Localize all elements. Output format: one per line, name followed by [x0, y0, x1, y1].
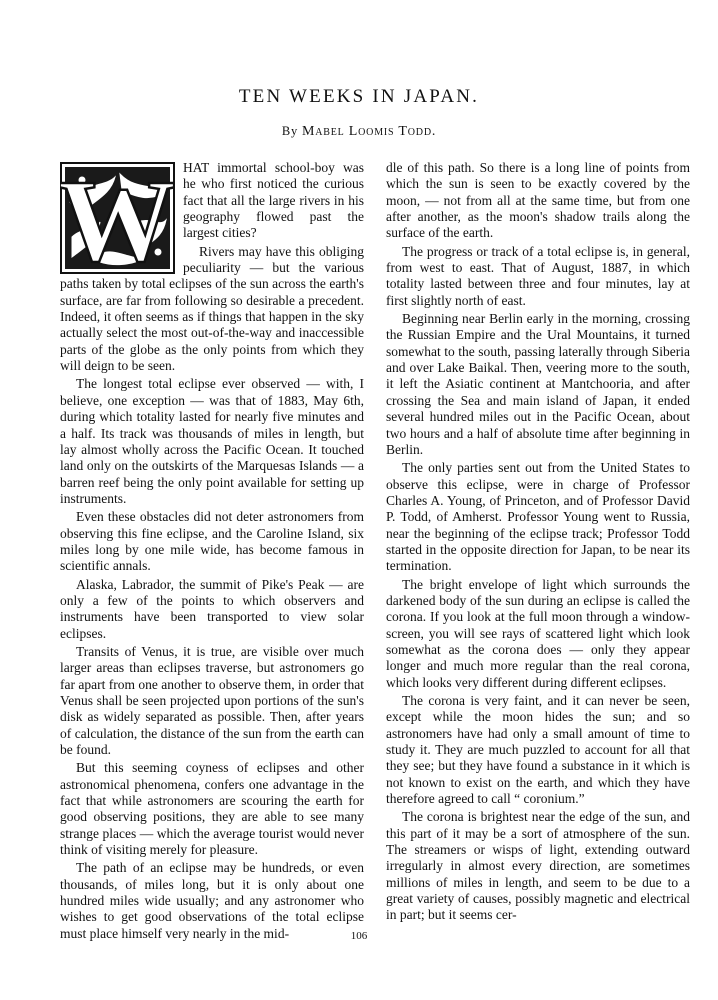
- byline: [0, 124, 718, 140]
- paragraph: HAT immortal school-boy was he who first noticed the curious fact that all the large rivers in his geography flowed past the largest cities?: [183, 160, 364, 241]
- text-column-left: [60, 160, 364, 944]
- initial-letter-glyph: W: [60, 162, 175, 274]
- paragraph: The longest total eclipse ever observed — with, I believe, one exception — was that of 1883, May 6th, during which totality lasted for nearly five minutes and a half. Its track was thousands of miles in length, but lay almost wholly across the Pacific Ocean. It touched land only on the outskirts of the Marquesas Islands — a barren reef being the only point available for setting up instruments.: [60, 376, 364, 506]
- byline-prefix: By: [281, 124, 299, 138]
- paragraph: Rivers may have this obliging peculiarity — but the various paths taken by total eclipses of the sun across the earth's surface, are far from following so desirable a precedent. Indeed, it often seems as if things that happen in the sky actually select the most out-of-the-way and inaccessible parts of the globe as the only points from which they will deign to be seen.: [60, 243, 364, 374]
- text-column-right: [386, 160, 690, 926]
- page-number: 106: [350, 930, 368, 942]
- paragraph: Alaska, Labrador, the summit of Pike's Peak — are only a few of the points to which observers and instruments have been transported to view solar eclipses.: [60, 576, 364, 641]
- illuminated-initial-w: [60, 162, 175, 274]
- paragraph: The progress or track of a total eclipse is, in general, from west to east. That of August, 1887, in which totality lasted between three and four minutes, lay at first slightly north of east.: [386, 243, 690, 308]
- paragraph: But this seeming coyness of eclipses and other astronomical phenomena, confers one advantage in the fact that while astronomers are scouring the earth for good observing positions, they are able to see many strange places — which the average tourist would never think of visiting merely for pleasure.: [60, 760, 364, 858]
- paragraph: Transits of Venus, it is true, are visible over much larger areas than eclipses traverse, but astronomers go far apart from one another to observe them, in order that Venus shall be seen projected upon portions of the sun's disk as widely separated as possible. Then, after years of calculation, the distance of the sun from the earth can be found.: [60, 643, 365, 758]
- paragraph: The bright envelope of light which surrounds the darkened body of the sun during an eclipse is called the corona. If you look at the full moon through a window-screen, you will see rays of scattered light which look somewhat as the corona does — only they appear longer and much more regular than the real corona, which looks very different during different eclipses.: [386, 576, 690, 690]
- author-name: Mabel Loomis Todd.: [301, 124, 437, 139]
- paragraph: The only parties sent out from the United States to observe this eclipse, were in charge of Professor Charles A. Young, of Princeton, and of Professor David P. Todd, of Amherst. Professor Young went to Russia, near the beginning of the eclipse track; Professor Todd started in the opposite direction for Japan, to be near its termination.: [386, 460, 690, 574]
- paragraph: dle of this path. So there is a long line of points from which the sun is seen to be exactly covered by the moon, — not from all at the same time, but from one after another, as the moon's shadow trails along the surface of the earth.: [386, 160, 690, 241]
- paragraph: The corona is very faint, and it can never be seen, except while the moon hides the sun; and so astronomers have had only a small amount of time to study it. They are much puzzled to account for all that they see; but they have found a substance in it which is not known to exist on the earth, and which they have therefore agreed to call “ coronium.”: [386, 693, 690, 807]
- paragraph: Beginning near Berlin early in the morning, crossing the Russian Empire and the Ural Mountains, it turned somewhat to the south, passing laterally through Siberia and over Lake Baikal. Then, veering more to the south, it left the Asiatic continent at Mantchooria, and after crossing the Sea and main island of Japan, it ended several hundred miles out in the Pacific Ocean, about two hours and a half of absolute time after beginning in Berlin.: [386, 311, 690, 457]
- paragraph: The corona is brightest near the edge of the sun, and this part of it may be a sort of atmosphere of the sun. The streamers or wisps of light, extending outward irregularly in almost every direction, are sometimes millions of miles in length, and seem to be due to a great variety of causes, possibly magnetic and electrical in part; but it seems cer-: [386, 809, 690, 923]
- article-title: TEN WEEKS IN JAPAN.: [238, 86, 480, 107]
- paragraph: Even these obstacles did not deter astronomers from observing this fine eclipse, and the Caroline Island, six miles long by one mile wide, has become famous in scientific annals.: [60, 509, 364, 574]
- paragraph: The path of an eclipse may be hundreds, or even thousands, of miles long, but it is only about one hundred miles wide usually; and any astronomer who wishes to get good observations of the total eclipse must place himself very nearly in the mid-: [60, 860, 364, 941]
